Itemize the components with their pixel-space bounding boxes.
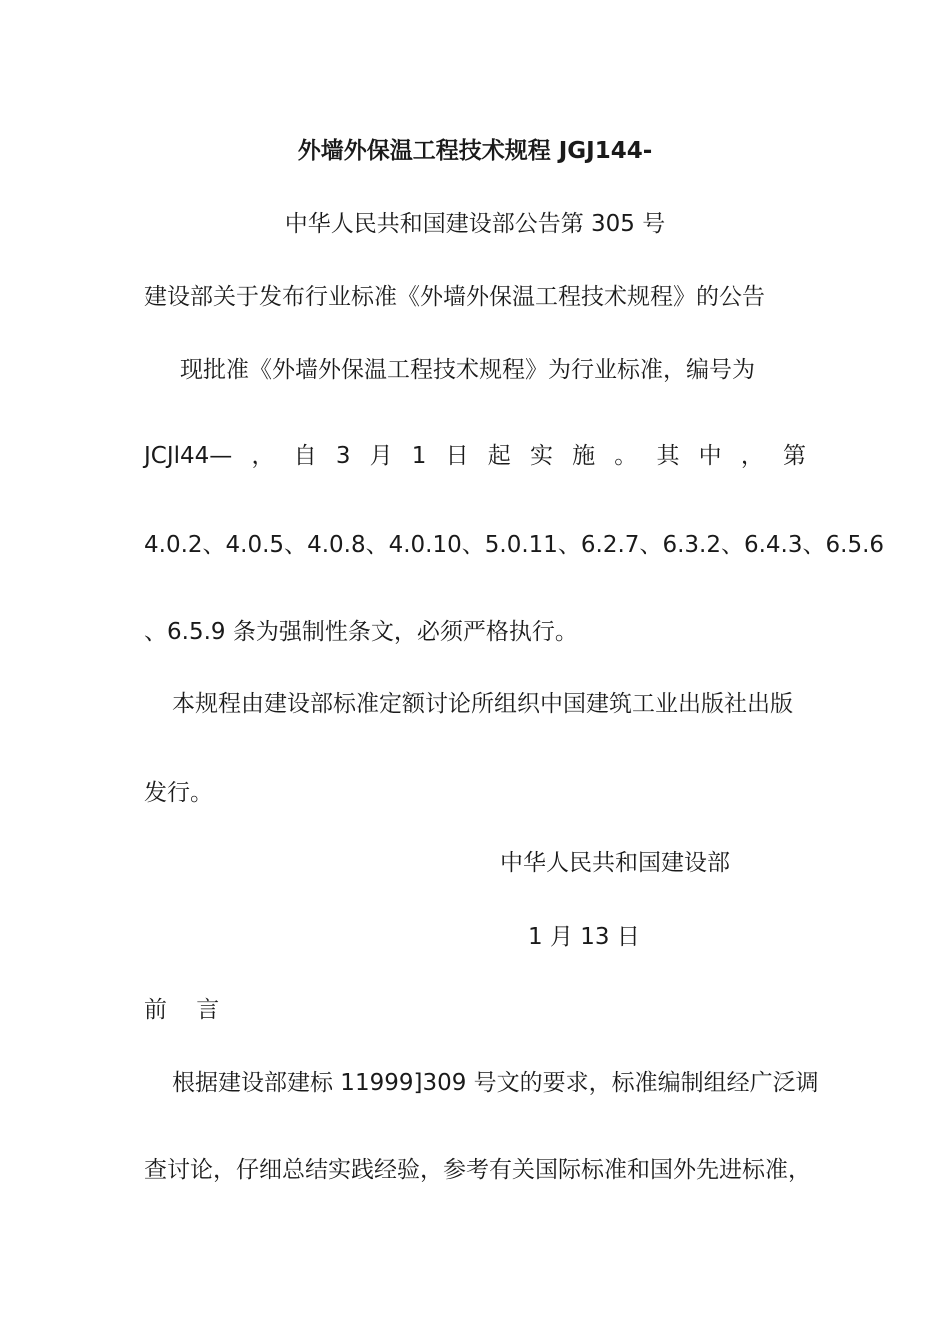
paragraph-1-line-3-token: 4.0.10、 [388,532,485,558]
signature-organization: 中华人民共和国建设部 [500,850,730,876]
signature-date: 1 月 13 日 [528,924,640,950]
paragraph-1-line-2-token: JCJl44— [144,443,233,469]
paragraph-1-line-3-token: 6.2.7、 [580,532,663,558]
paragraph-1-line-4: 、6.5.9 条为强制性条文，必须严格执行。 [144,619,578,645]
paragraph-1-line-2-token: 月 [369,443,393,469]
preface-line-2: 查讨论，仔细总结实践经验，参考有关国际标准和国外先进标准， [144,1157,811,1183]
paragraph-2-line-1: 本规程由建设部标准定额讨论所组织中国建筑工业出版社出版 [172,691,793,717]
notice-header: 中华人民共和国建设部公告第 305 号 [284,211,666,237]
paragraph-1-line-3-token: 6.3.2、 [662,532,744,558]
paragraph-1-line-3-token: 4.0.8、 [307,532,389,558]
paragraph-1-line-2-token: 其 [656,443,680,469]
preface-line-1: 根据建设部建标 11999]309 号文的要求，标准编制组经广泛调 [172,1070,819,1096]
paragraph-1-line-2-token: 起 [487,443,511,469]
paragraph-1-line-2-token: 施 [572,443,596,469]
paragraph-1-line-2-token: 日 [445,443,469,469]
paragraph-1-line-3-token: 6.5.6 [825,532,885,558]
paragraph-1-line-3 [144,530,885,560]
paragraph-1-line-2-token: 实 [529,443,553,469]
paragraph-1-line-2-token: 第 [782,443,806,469]
paragraph-1-line-2 [144,441,806,471]
paragraph-1-line-1: 现批准《外墙外保温工程技术规程》为行业标准，编号为 [180,357,755,383]
paragraph-1-line-2-token: 1 [411,443,427,469]
paragraph-1-line-2-token: 中 [698,443,722,469]
notice-subject: 建设部关于发布行业标准《外墙外保温工程技术规程》的公告 [144,284,765,310]
paragraph-1-line-3-token: 4.0.2、 [144,532,226,558]
paragraph-1-line-2-token: 。 [614,443,638,469]
paragraph-1-line-3-token: 4.0.5、 [225,532,308,558]
paragraph-1-line-2-token: ， [740,443,764,469]
paragraph-1-line-2-token: 3 [335,443,351,469]
document-title: 外墙外保温工程技术规程 JGJ144- [297,138,653,164]
paragraph-1-line-2-token: ， [251,443,275,469]
paragraph-1-line-2-token: 自 [293,443,317,469]
paragraph-2-line-2: 发行。 [144,780,213,806]
paragraph-1-line-3-token: 6.4.3、 [743,532,826,558]
preface-heading: 前 言 [144,997,220,1023]
paragraph-1-line-3-token: 5.0.11、 [484,532,581,558]
